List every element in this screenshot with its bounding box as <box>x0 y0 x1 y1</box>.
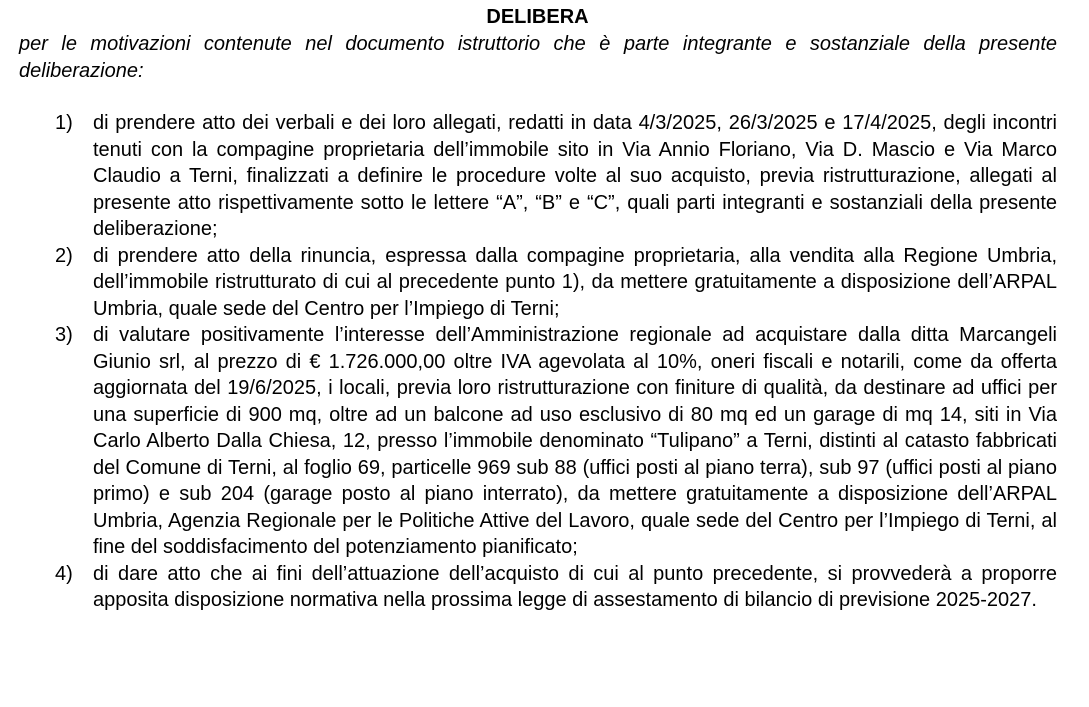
document-heading: DELIBERA <box>486 6 589 28</box>
list-item <box>55 322 1057 561</box>
list-item-text: di valutare positivamente l’interesse dell’Amministrazione regionale ad acquistare dalla ditta Marcangeli Giunio srl, al prezzo di € 1.726.000,00 oltre IVA agevolata al 10%, oneri fiscali e notarili, come da offerta aggiornata del 19/6/2025, i locali, previa loro ristrutturazione con finiture di qualità, da destinare ad uffici per una superficie di 900 mq, oltre ad un balcone ad uso esclusivo di 80 mq ed un garage di mq 14, siti in Via Carlo Alberto Dalla Chiesa, 12, presso l’immobile denominato “Tulipano” a Terni, distinti al catasto fabbricati del Comune di Terni, al foglio 69, particelle 969 sub 88 (uffici posti al piano terra), sub 97 (uffici posti al piano primo) e sub 204 (garage posto al piano interrato), da mettere gratuitamente a disposizione dell’ARPAL Umbria, Agenzia Regionale per le Politiche Attive del Lavoro, quale sede del Centro per l’Impiego di Terni, al fine del soddisfacimento del potenziamento pianificato; <box>93 324 1057 558</box>
list-item <box>55 243 1057 323</box>
intro-paragraph: per le motivazioni contenute nel documento istruttorio che è parte integrante e sostanziale della presente deliberazione: <box>19 33 1057 82</box>
list-item-number: 4) <box>55 562 73 585</box>
list-item-text: di dare atto che ai fini dell’attuazione dell’acquisto di cui al punto precedente, si provvederà a proporre apposita disposizione normativa nella prossima legge di assestamento di bilancio di previsione 2025-2027. <box>93 562 1057 611</box>
list-item-number: 3) <box>55 324 73 346</box>
resolution-list <box>55 110 1057 614</box>
list-item <box>55 561 1057 614</box>
list-item-number: 2) <box>55 244 73 267</box>
list-item-text: di prendere atto dei verbali e dei loro allegati, redatti in data 4/3/2025, 26/3/2025 e 17/4/2025, degli incontri tenuti con la compagine proprietaria dell’immobile sito in Via Annio Floriano, Via D. Mascio e Via Marco Claudio a Terni, finalizzati a definire le procedure volte al suo acquisto, previa ristrutturazione, allegati al presente atto rispettivamente sotto le lettere “A”, “B” e “C”, quali parti integranti e sostanziali della presente deliberazione; <box>93 112 1057 240</box>
list-item-number: 1) <box>55 112 73 134</box>
list-item-text: di prendere atto della rinuncia, espressa dalla compagine proprietaria, alla vendita alla Regione Umbria, dell’immobile ristrutturato di cui al precedente punto 1), da mettere gratuitamente a disposizione dell’ARPAL Umbria, quale sede del Centro per l’Impiego di Terni; <box>93 244 1057 320</box>
list-item <box>55 110 1057 243</box>
